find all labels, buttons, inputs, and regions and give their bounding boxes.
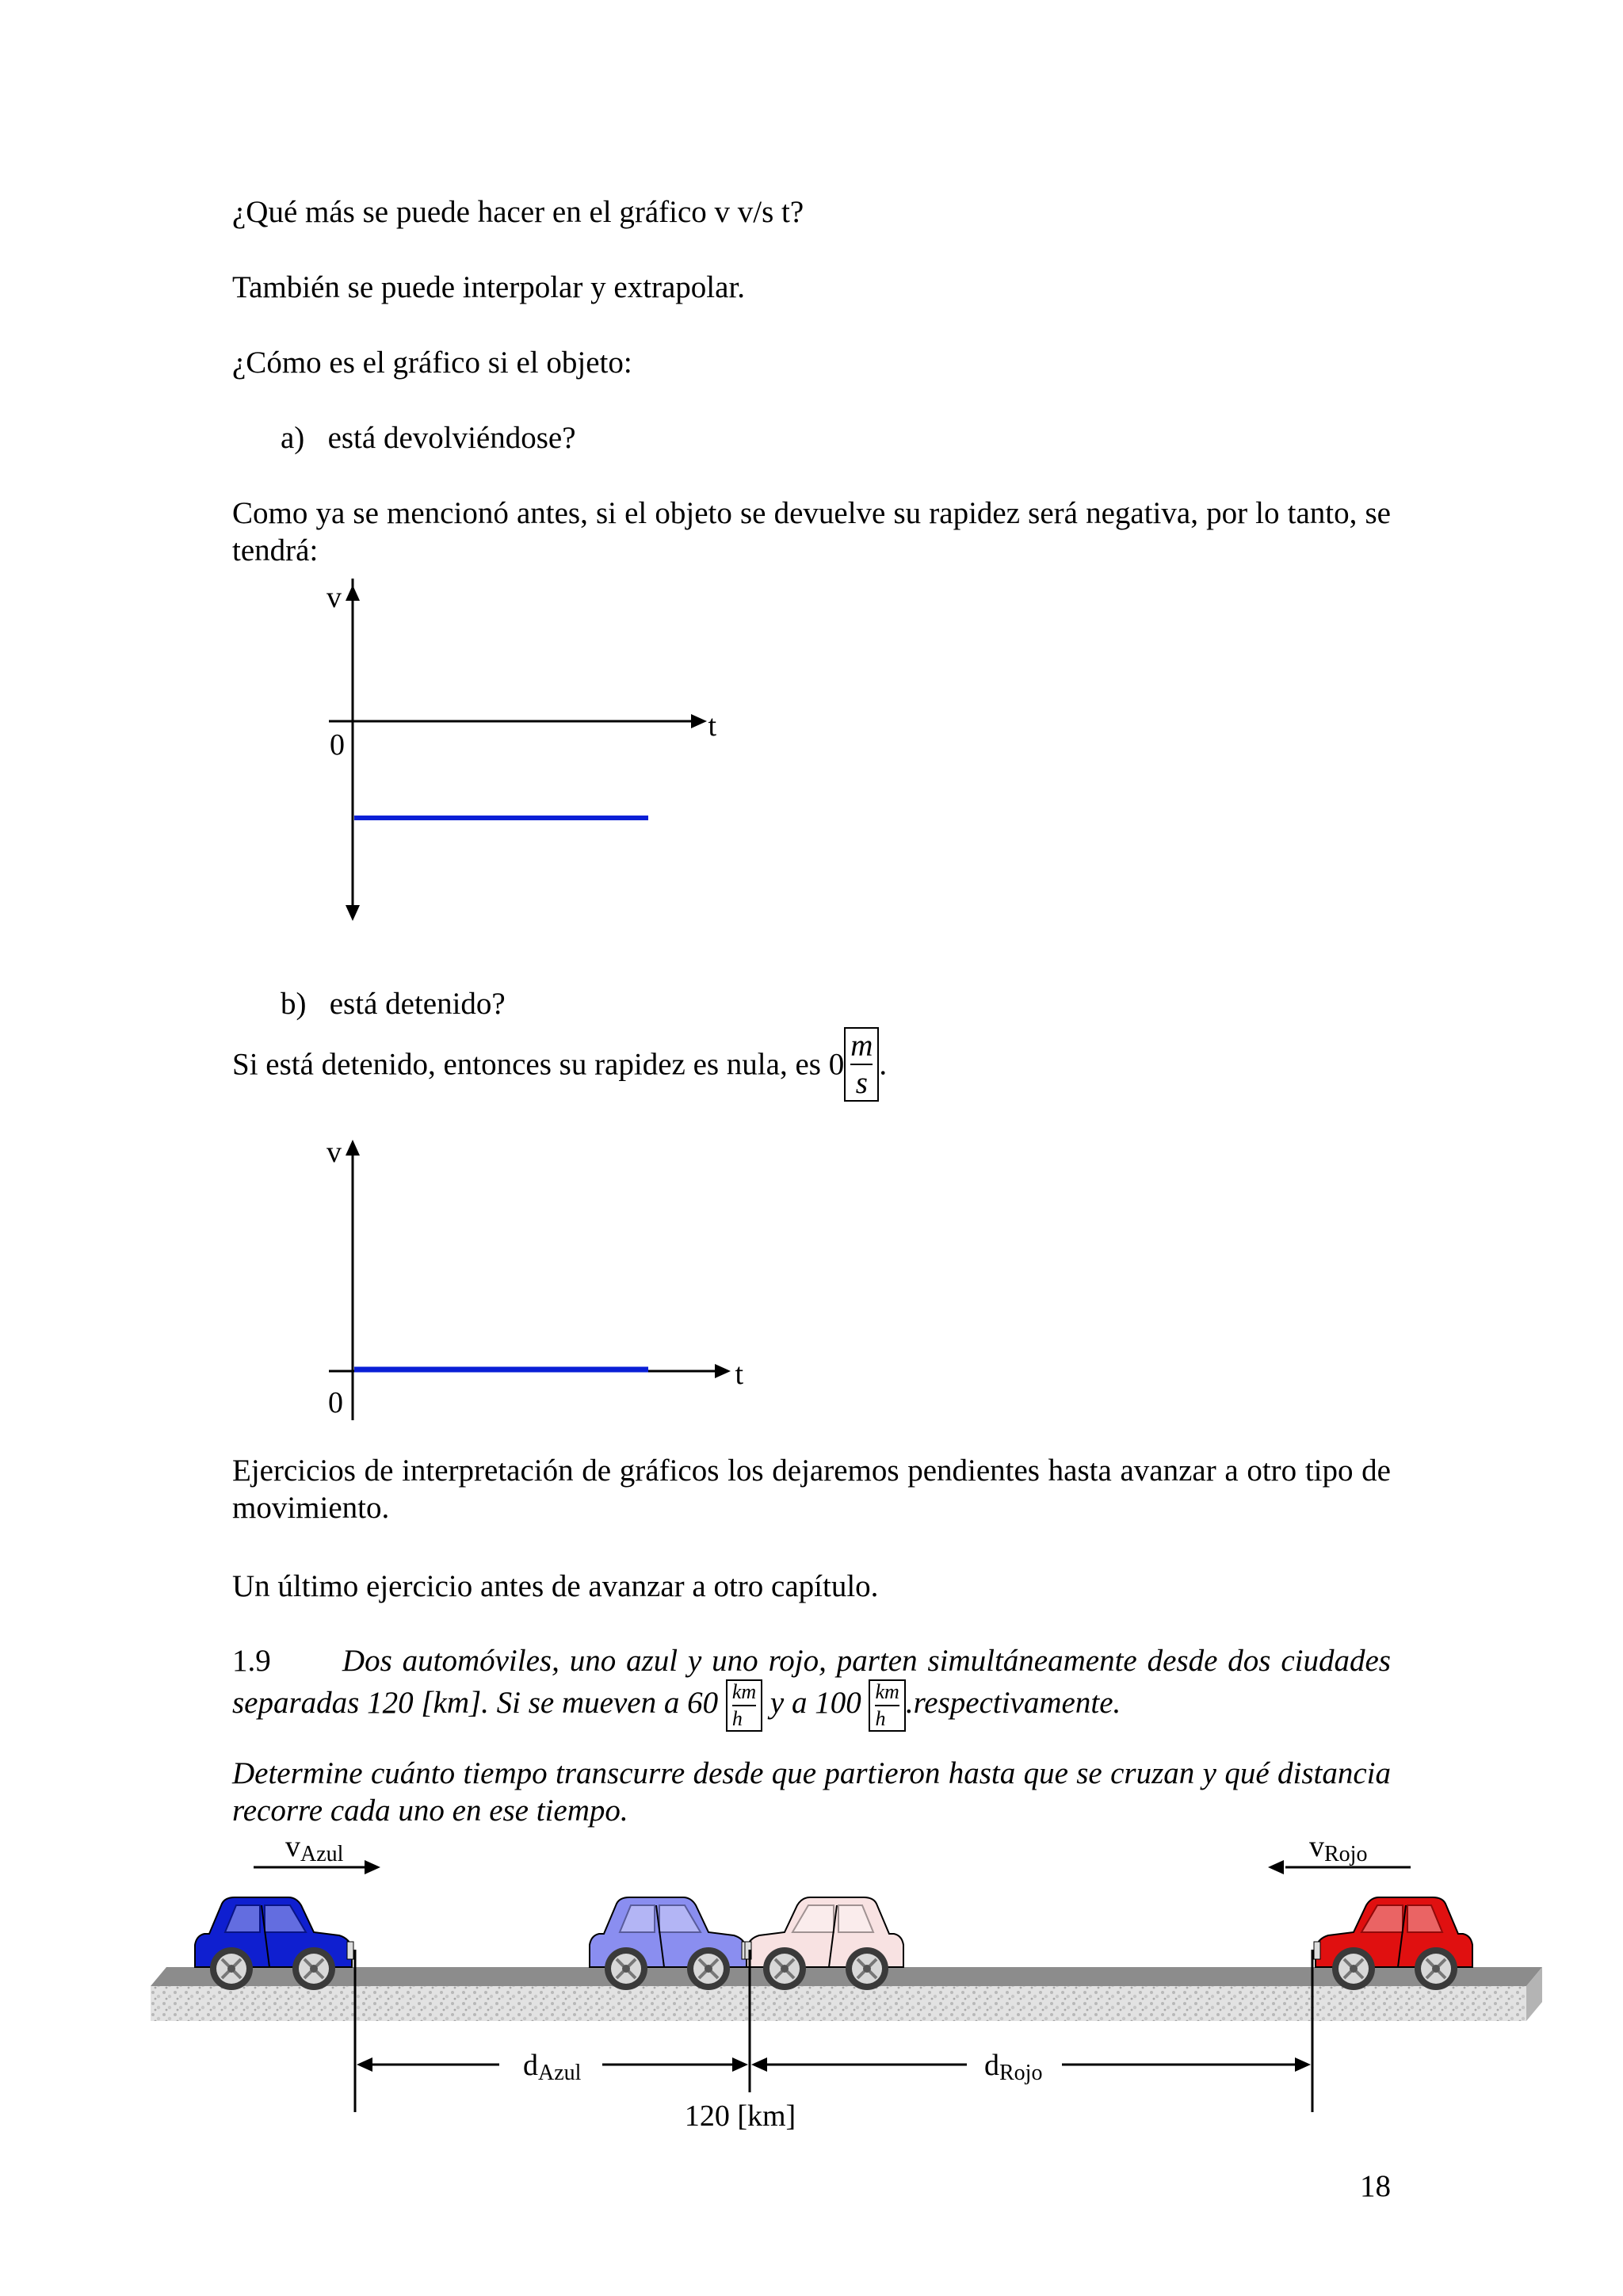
problem-number: 1.9 xyxy=(232,1644,271,1678)
v-rojo-label: vRojo xyxy=(1309,1830,1368,1866)
unit-numerator: km xyxy=(731,1680,757,1703)
v-azul-label: vAzul xyxy=(285,1830,344,1866)
item-a xyxy=(281,419,1439,457)
v-rojo-arrow-icon xyxy=(1268,1860,1284,1874)
item-a-text: está devolviéndose? xyxy=(327,421,576,455)
stopped-end: . xyxy=(879,1047,888,1082)
t-axis-arrow-icon xyxy=(715,1364,731,1378)
paragraph-exercises: Ejercicios de interpretación de gráficos los dejaremos pendientes hasta avanzar a otro tipo de movimiento. xyxy=(232,1454,1391,1525)
problem-question: Determine cuánto tiempo transcurre desde que partieron hasta que se cruzan y qué distancia recorre cada uno en ese tiempo. xyxy=(232,1756,1391,1828)
unit-bracket xyxy=(844,1027,879,1102)
item-b-marker: b) xyxy=(281,987,307,1021)
total-distance-label: 120 [km] xyxy=(684,2099,796,2133)
item-b xyxy=(281,985,1439,1022)
t-axis-arrow-icon xyxy=(691,714,707,728)
d-rojo-left-arrow-icon xyxy=(751,2057,767,2072)
page-number: 18 xyxy=(1360,2169,1391,2203)
t-axis-label: t xyxy=(735,1358,743,1391)
v-axis-arrow-icon xyxy=(346,1140,360,1156)
problem-text-1: Dos automóviles, uno azul y uno rojo, parten simultáneamente desde dos ciudades separadas 120 [km]. Si se mueven a 60 xyxy=(232,1644,1391,1720)
problem-text-2: y a 100 xyxy=(769,1685,861,1720)
unit-denominator: s xyxy=(855,1066,868,1100)
answer-interpolate: También se puede interpolar y extrapolar. xyxy=(232,270,746,304)
v-azul-arrow-icon xyxy=(365,1860,380,1874)
velocity-graph-negative xyxy=(309,579,721,935)
road-gravel xyxy=(151,1986,1526,2021)
d-azul-left-arrow-icon xyxy=(357,2057,372,2072)
v-axis-label: v xyxy=(327,1136,342,1169)
unit-bracket-2 xyxy=(869,1679,905,1732)
unit-numerator: km xyxy=(875,1680,899,1703)
v-axis-down-arrow-icon xyxy=(346,905,360,921)
d-azul-label: dAzul xyxy=(523,2049,582,2085)
unit-bracket-1 xyxy=(726,1679,762,1732)
paragraph-last: Un último ejercicio antes de avanzar a otro capítulo. xyxy=(232,1569,879,1603)
unit-denominator: h xyxy=(731,1707,743,1730)
t-axis-label: t xyxy=(708,709,716,743)
paragraph-negative: Como ya se mencionó antes, si el objeto se devuelve su rapidez será negativa, por lo tanto, se tendrá: xyxy=(232,496,1391,567)
unit-denominator: h xyxy=(875,1707,886,1730)
d-rojo-label: dRojo xyxy=(984,2049,1043,2085)
unit-numerator: m xyxy=(850,1029,873,1063)
velocity-graph-zero xyxy=(309,1133,769,1435)
problem-statement xyxy=(232,1642,1391,1732)
item-a-marker: a) xyxy=(281,421,305,455)
d-azul-right-arrow-icon xyxy=(732,2057,748,2072)
question-how: ¿Cómo es el gráfico si el objeto: xyxy=(232,346,632,380)
question-more: ¿Qué más se puede hacer en el gráfico v v/s t? xyxy=(232,195,804,229)
stopped-text: Si está detenido, entonces su rapidez es nula, es 0 xyxy=(232,1047,845,1082)
origin-label: 0 xyxy=(328,1386,343,1419)
paragraph-stopped xyxy=(232,1027,1391,1102)
cars-diagram xyxy=(151,1823,1561,2156)
origin-label: 0 xyxy=(330,728,345,762)
d-rojo-right-arrow-icon xyxy=(1295,2057,1311,2072)
item-b-text: está detenido? xyxy=(329,987,506,1021)
v-axis-arrow-icon xyxy=(346,585,360,601)
problem-text-3: .respectivamente. xyxy=(905,1685,1121,1720)
v-axis-label: v xyxy=(327,581,342,614)
